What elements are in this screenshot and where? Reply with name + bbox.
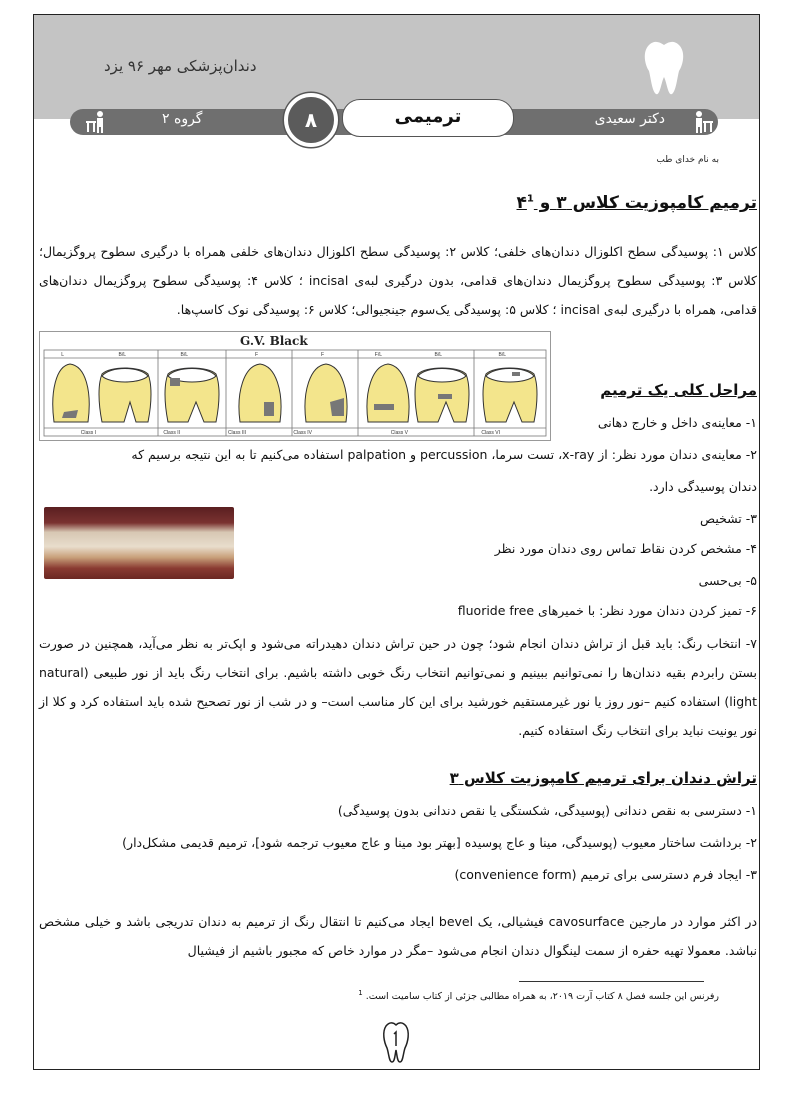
step7-paragraph: ۷- انتخاب رنگ: باید قبل از تراش دندان انجام شود؛ چون در حین تراش دندان دهیدراته می‌شود و اپک‌تر به نظر می‌آید، همچنین در صورت بستن رابردم بقیه دندان‌ها را نمی‌توانیم ببینیم و نمی‌توانیم انتخاب رنگ خوبی داشته باشیم. برای انتخاب رنگ باید از نور طبیعی (natural light) استفاده کنیم –نور روز یا نور غیرمستقیم خورشید برای این کار مناسب است– و در شب از نور تصحیح شده باید استفاده کرد و کلا از نور یونیت نباید برای انتخاب رنگ استفاده کنیم. xyxy=(39,636,757,738)
fig-class-label: Class II xyxy=(163,430,180,436)
step-line: ۳- تشخیص xyxy=(700,511,757,526)
step-line: ۵- بی‌حسی xyxy=(698,573,757,588)
prep-step: ۳- ایجاد فرم دسترسی برای ترمیم (convenience form) xyxy=(454,867,757,882)
subject-title: ترمیمی xyxy=(342,99,514,137)
fig-top-label: L xyxy=(61,352,64,358)
content xyxy=(34,15,759,1069)
page-number-tooth-icon xyxy=(382,1020,410,1064)
session-number: ۸ xyxy=(284,93,338,147)
gv-black-title: G.V. Black xyxy=(240,334,308,348)
footnote xyxy=(358,989,719,1002)
section-title-preparation xyxy=(450,769,757,787)
doctor-name: دکتر سعیدی xyxy=(594,111,665,127)
fig-top-label: F/L xyxy=(374,352,382,358)
section-title-text: مراحل کلی یک ترمیم xyxy=(600,381,757,399)
group-label: گروه ۲ xyxy=(162,111,203,127)
fig-top-label: B/L xyxy=(498,352,506,358)
fig-class-label: Class I xyxy=(80,430,96,436)
fig-top-label: B/L xyxy=(118,352,126,358)
footnote-ref: 1 xyxy=(526,193,534,205)
gv-black-figure xyxy=(39,331,551,441)
section-title-steps xyxy=(600,381,757,399)
page xyxy=(33,14,760,1070)
gv-black-classes-diagram xyxy=(40,332,550,440)
footnote-text: رفرنس این جلسه فصل ۸ کتاب آرت ۲۰۱۹، به همراه مطالبی جزئی از کتاب سامیت است. xyxy=(365,991,719,1003)
fig-top-label: B/L xyxy=(434,352,442,358)
fig-class-label: Class VI xyxy=(481,430,500,436)
fig-class-label: Class V xyxy=(390,430,408,436)
step-line: ۲- معاینه‌ی دندان مورد نظر: از x-ray، تست سرما، percussion و palpation استفاده می‌کنیم تا به این نتیجه برسیم که xyxy=(131,447,757,462)
footnote-divider xyxy=(519,981,704,982)
prep-step: ۲- برداشت ساختار معیوب (پوسیدگی، مینا و عاج پوسیده [بهتر بود مینا و عاج معیوب ترجمه شود]، ترمیم قدیمی مشکل‌دار) xyxy=(122,835,757,850)
section-title-class34 xyxy=(517,193,757,213)
prep-step: ۱- دسترسی به نقص دندانی (پوسیدگی، شکستگی یا نقص دندانی بدون پوسیدگی) xyxy=(337,803,757,818)
fig-class-label: Class IV xyxy=(293,430,312,436)
section-title-text: تراش دندان برای ترمیم کامپوزیت کلاس ۳ xyxy=(449,769,757,787)
fig-class-label: Class III xyxy=(227,430,246,436)
fig-top-label: F xyxy=(320,352,324,358)
section-title-text: ترمیم کامپوزیت کلاس ۳ و ۴ xyxy=(516,193,757,213)
clinic-name: دندان‌پزشکی مهر ۹۶ یزد xyxy=(104,57,257,75)
step-line: ۶- تمیز کردن دندان مورد نظر: با خمیرهای fluoride free xyxy=(457,603,757,618)
step-line: دندان پوسیدگی دارد. xyxy=(649,479,757,494)
fig-top-label: F xyxy=(254,352,258,358)
step-line: ۴- مشخص کردن نقاط تماس روی دندان مورد نظر xyxy=(494,541,757,556)
step-line: ۱- معاینه‌ی داخل و خارج دهانی xyxy=(597,415,757,430)
classification-paragraph: کلاس ۱: پوسیدگی سطح اکلوزال دندان‌های خلفی؛ کلاس ۲: پوسیدگی سطح اکلوزال دندان‌های خلفی همراه با درگیری سطوح پروگزیمال؛ کلاس ۳: پوسیدگی سطوح پروگزیمال دندان‌های قدامی، بدون درگیری لبه‌ی incisal ؛ کلاس ۴: پوسیدگی سطوح پروگزیمال دندان‌های قدامی، همراه با درگیری لبه‌ی incisal ؛ کلاس ۵: پوسیدگی یک‌سوم جینجیوالی؛ کلاس ۶: پوسیدگی نوک کاسپ‌ها. xyxy=(39,244,757,317)
basmala: به نام خدای طب xyxy=(656,155,719,165)
fig-top-label: B/L xyxy=(180,352,188,358)
teeth-photo xyxy=(44,507,234,579)
footnote-marker: 1 xyxy=(358,989,363,997)
bevel-paragraph: در اکثر موارد در مارجین cavosurface فیشیالی، یک bevel ایجاد می‌کنیم تا انتقال رنگ از ترمیم به دندان تدریجی باشد و خیلی مشخص نباشد. معمولا تهیه حفره از سمت لینگوال دندان انجام می‌شود –مگر در موارد خاص که مجبور باشیم از فیشیال xyxy=(39,914,758,958)
